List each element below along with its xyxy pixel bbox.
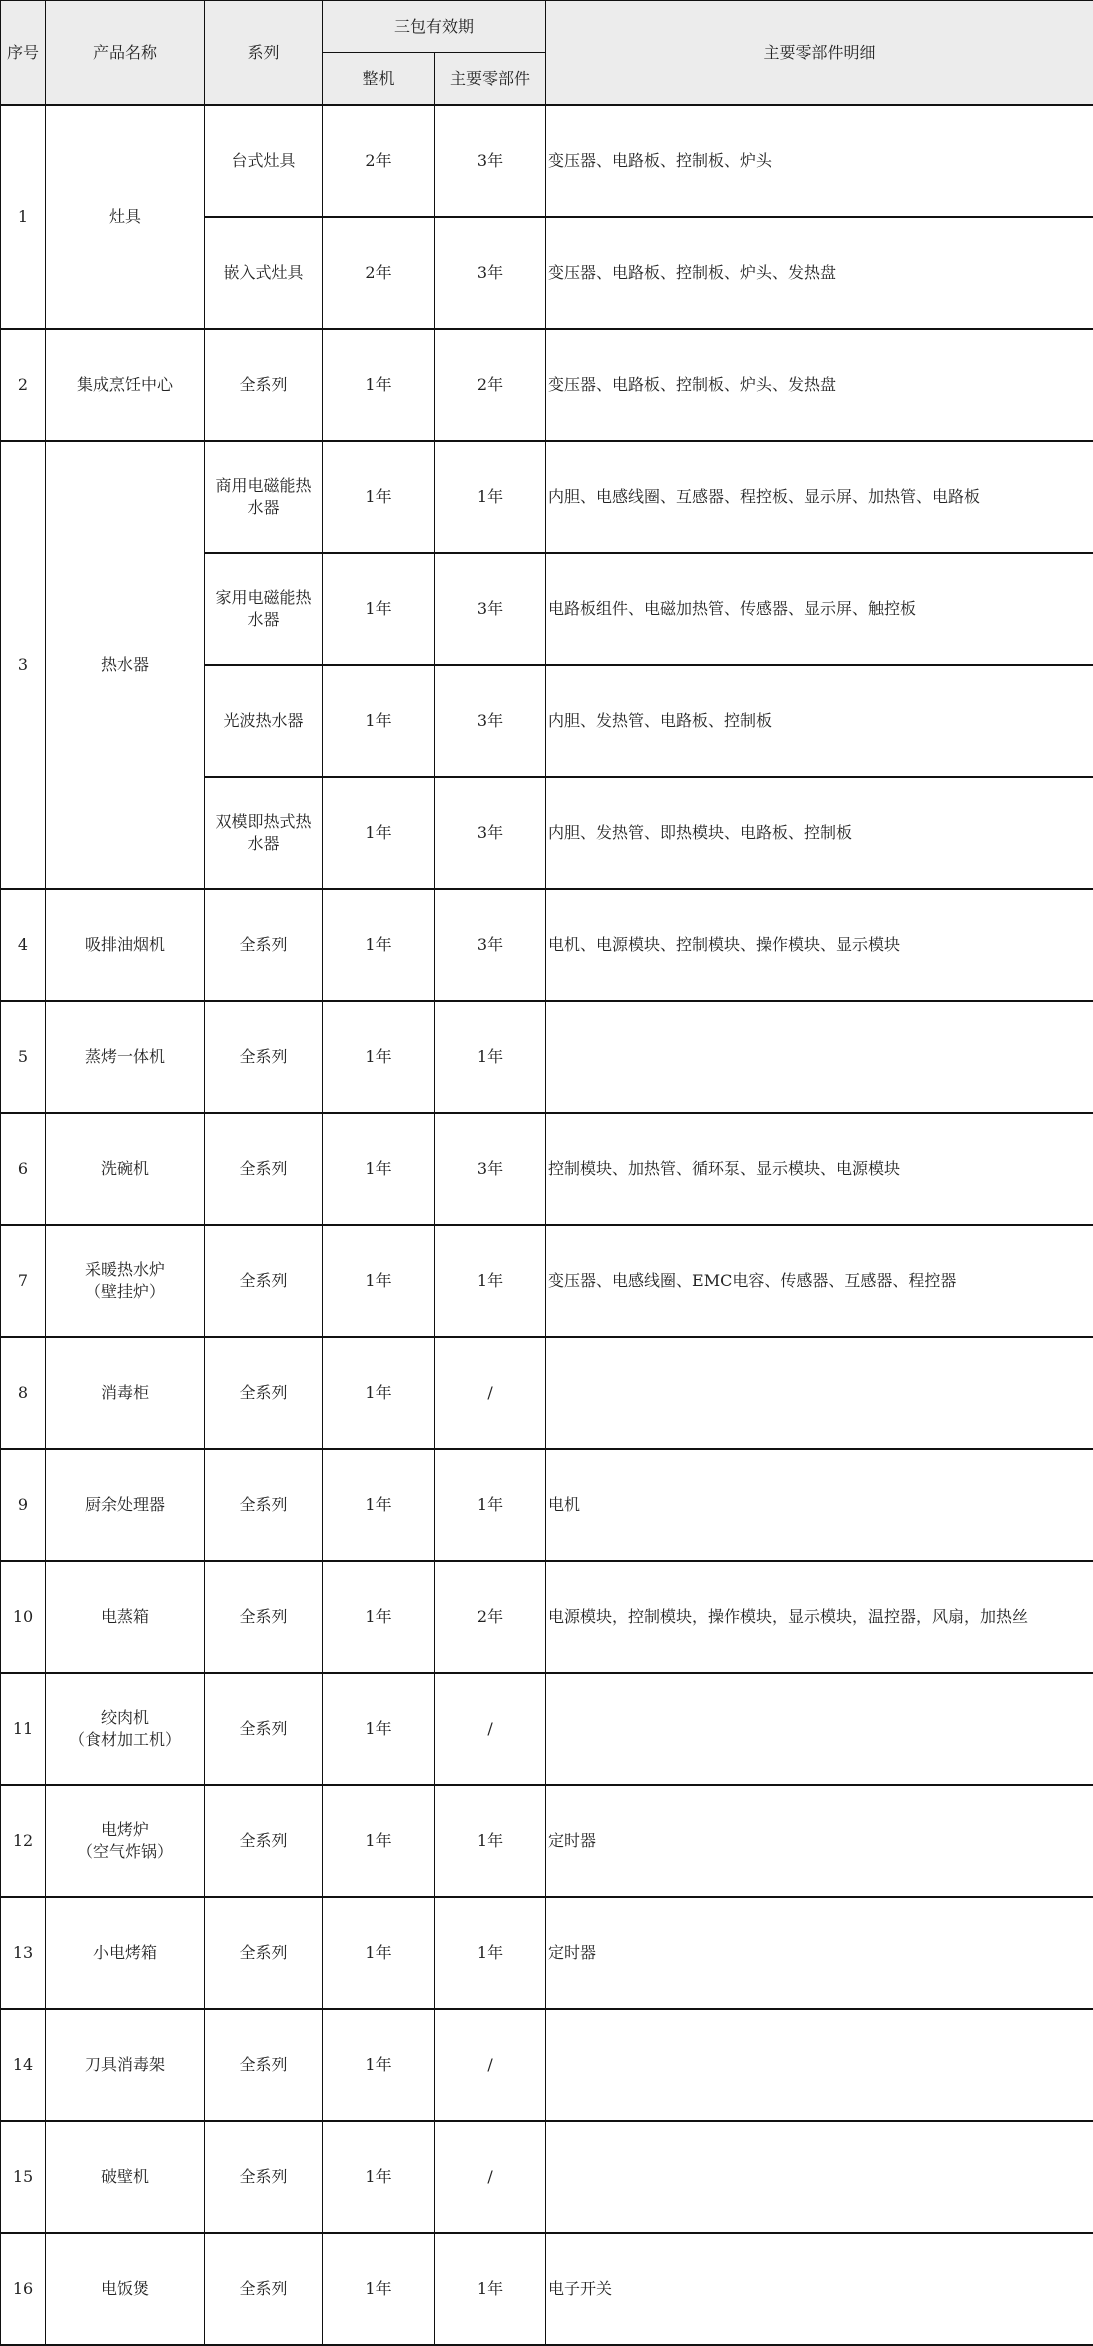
parts-warranty-cell: 1年 <box>435 2233 546 2345</box>
text-line: （壁挂炉） <box>46 1281 204 1303</box>
text-line: （空气炸锅） <box>46 1841 204 1863</box>
text-line: 嵌入式灶具 <box>205 262 322 284</box>
whole-warranty-cell: 1年 <box>323 1561 435 1673</box>
whole-warranty-cell: 1年 <box>323 1225 435 1337</box>
product-name-cell <box>46 441 205 889</box>
text-line: 采暖热水炉 <box>46 1259 204 1281</box>
text-line: 热水器 <box>46 654 204 676</box>
whole-warranty-cell: 1年 <box>323 553 435 665</box>
index-cell: 2 <box>1 329 46 441</box>
text-line: 全系列 <box>205 374 322 396</box>
whole-warranty-cell: 1年 <box>323 1113 435 1225</box>
text-line: 水器 <box>205 833 322 855</box>
parts-detail-cell: 内胆、发热管、电路板、控制板 <box>546 665 1093 777</box>
parts-detail-cell: 变压器、电路板、控制板、炉头 <box>546 105 1093 217</box>
table-row <box>1 1001 1093 1113</box>
text-line: 破壁机 <box>46 2166 204 2188</box>
table-row <box>1 1225 1093 1337</box>
product-name-cell <box>46 1225 205 1337</box>
text-line: 商用电磁能热 <box>205 475 322 497</box>
table-row <box>1 1785 1093 1897</box>
text-line: 灶具 <box>46 206 204 228</box>
whole-warranty-cell: 1年 <box>323 2233 435 2345</box>
index-cell: 12 <box>1 1785 46 1897</box>
text-line: 水器 <box>205 497 322 519</box>
parts-detail-cell: 电机、电源模块、控制模块、操作模块、显示模块 <box>546 889 1093 1001</box>
parts-detail-cell: 变压器、电路板、控制板、炉头、发热盘 <box>546 217 1093 329</box>
parts-detail-cell: 电机 <box>546 1449 1093 1561</box>
text-line: 绞肉机 <box>46 1707 204 1729</box>
parts-warranty-cell: / <box>435 1337 546 1449</box>
parts-warranty-cell: 1年 <box>435 1449 546 1561</box>
text-line: 吸排油烟机 <box>46 934 204 956</box>
index-cell: 3 <box>1 441 46 889</box>
series-cell <box>205 889 323 1001</box>
table-row <box>1 2009 1093 2121</box>
parts-detail-cell: 电路板组件、电磁加热管、传感器、显示屏、触控板 <box>546 553 1093 665</box>
table-row <box>1 105 1093 217</box>
product-name-cell <box>46 1337 205 1449</box>
text-line: 全系列 <box>205 1382 322 1404</box>
whole-warranty-cell: 1年 <box>323 889 435 1001</box>
text-line: 台式灶具 <box>205 150 322 172</box>
series-cell <box>205 1337 323 1449</box>
text-line: 全系列 <box>205 1606 322 1628</box>
table-row <box>1 889 1093 1001</box>
series-cell <box>205 217 323 329</box>
whole-warranty-cell: 1年 <box>323 1897 435 2009</box>
text-line: 电烤炉 <box>46 1819 204 1841</box>
series-cell <box>205 2121 323 2233</box>
index-cell: 7 <box>1 1225 46 1337</box>
text-line: 全系列 <box>205 1158 322 1180</box>
series-cell <box>205 1449 323 1561</box>
parts-warranty-cell: 3年 <box>435 553 546 665</box>
parts-warranty-cell: 3年 <box>435 217 546 329</box>
product-name-cell <box>46 1561 205 1673</box>
series-cell <box>205 1225 323 1337</box>
text-line: 全系列 <box>205 1830 322 1852</box>
table-row <box>1 1449 1093 1561</box>
product-name-cell <box>46 1113 205 1225</box>
index-cell: 10 <box>1 1561 46 1673</box>
index-cell: 1 <box>1 105 46 329</box>
table-row <box>1 2233 1093 2345</box>
product-name-cell <box>46 2233 205 2345</box>
index-cell: 6 <box>1 1113 46 1225</box>
text-line: （食材加工机） <box>46 1729 204 1751</box>
table-row <box>1 1561 1093 1673</box>
series-cell <box>205 441 323 553</box>
table-header <box>1 1 1093 106</box>
series-cell <box>205 1897 323 2009</box>
whole-warranty-cell: 1年 <box>323 1001 435 1113</box>
text-line: 全系列 <box>205 1046 322 1068</box>
index-cell: 15 <box>1 2121 46 2233</box>
parts-warranty-cell: 3年 <box>435 777 546 889</box>
table-row <box>1 2121 1093 2233</box>
parts-detail-cell: 变压器、电路板、控制板、炉头、发热盘 <box>546 329 1093 441</box>
text-line: 刀具消毒架 <box>46 2054 204 2076</box>
text-line: 电饭煲 <box>46 2278 204 2300</box>
table-row <box>1 441 1093 553</box>
text-line: 全系列 <box>205 934 322 956</box>
whole-warranty-cell: 1年 <box>323 2121 435 2233</box>
series-cell <box>205 777 323 889</box>
text-line: 电蒸箱 <box>46 1606 204 1628</box>
text-line: 全系列 <box>205 1270 322 1292</box>
index-cell: 16 <box>1 2233 46 2345</box>
parts-detail-cell: 控制模块、加热管、循环泵、显示模块、电源模块 <box>546 1113 1093 1225</box>
parts-detail-cell: 定时器 <box>546 1785 1093 1897</box>
table-row <box>1 1337 1093 1449</box>
text-line: 全系列 <box>205 1942 322 1964</box>
series-cell <box>205 553 323 665</box>
parts-detail-cell: 电源模块，控制模块，操作模块，显示模块，温控器，风扇，加热丝 <box>546 1561 1093 1673</box>
whole-warranty-cell: 1年 <box>323 1785 435 1897</box>
parts-warranty-cell: 3年 <box>435 1113 546 1225</box>
index-cell: 9 <box>1 1449 46 1561</box>
whole-warranty-cell: 1年 <box>323 329 435 441</box>
index-cell: 8 <box>1 1337 46 1449</box>
whole-warranty-cell: 1年 <box>323 1673 435 1785</box>
text-line: 厨余处理器 <box>46 1494 204 1516</box>
series-cell <box>205 2009 323 2121</box>
parts-detail-cell: 内胆、电感线圈、互感器、程控板、显示屏、加热管、电路板 <box>546 441 1093 553</box>
series-cell <box>205 1561 323 1673</box>
product-name-cell <box>46 1449 205 1561</box>
whole-warranty-cell: 1年 <box>323 777 435 889</box>
parts-warranty-cell: 1年 <box>435 1001 546 1113</box>
parts-warranty-cell: / <box>435 2121 546 2233</box>
header-warranty: 三包有效期 <box>323 1 546 53</box>
header-detail: 主要零部件明细 <box>546 1 1093 106</box>
product-name-cell <box>46 889 205 1001</box>
parts-warranty-cell: 3年 <box>435 665 546 777</box>
product-name-cell <box>46 1785 205 1897</box>
header-parts: 主要零部件 <box>435 53 546 106</box>
parts-detail-cell: 定时器 <box>546 1897 1093 2009</box>
text-line: 家用电磁能热 <box>205 587 322 609</box>
parts-detail-cell <box>546 1337 1093 1449</box>
series-cell <box>205 1113 323 1225</box>
text-line: 消毒柜 <box>46 1382 204 1404</box>
product-name-cell <box>46 2121 205 2233</box>
series-cell <box>205 105 323 217</box>
header-whole: 整机 <box>323 53 435 106</box>
parts-detail-cell <box>546 1673 1093 1785</box>
parts-warranty-cell: 1年 <box>435 441 546 553</box>
parts-detail-cell: 电子开关 <box>546 2233 1093 2345</box>
whole-warranty-cell: 1年 <box>323 1449 435 1561</box>
text-line: 小电烤箱 <box>46 1942 204 1964</box>
whole-warranty-cell: 2年 <box>323 217 435 329</box>
index-cell: 11 <box>1 1673 46 1785</box>
index-cell: 5 <box>1 1001 46 1113</box>
table-row <box>1 1673 1093 1785</box>
series-cell <box>205 2233 323 2345</box>
table-row <box>1 329 1093 441</box>
text-line: 全系列 <box>205 2054 322 2076</box>
parts-warranty-cell: 3年 <box>435 105 546 217</box>
header-series: 系列 <box>205 1 323 106</box>
product-name-cell <box>46 105 205 329</box>
text-line: 光波热水器 <box>205 710 322 732</box>
series-cell <box>205 665 323 777</box>
parts-detail-cell: 变压器、电感线圈、EMC电容、传感器、互感器、程控器 <box>546 1225 1093 1337</box>
whole-warranty-cell: 1年 <box>323 2009 435 2121</box>
product-name-cell <box>46 1673 205 1785</box>
text-line: 全系列 <box>205 1718 322 1740</box>
product-name-cell <box>46 1897 205 2009</box>
index-cell: 4 <box>1 889 46 1001</box>
product-name-cell <box>46 2009 205 2121</box>
parts-detail-cell <box>546 2121 1093 2233</box>
text-line: 全系列 <box>205 1494 322 1516</box>
parts-warranty-cell: 1年 <box>435 1897 546 2009</box>
text-line: 全系列 <box>205 2278 322 2300</box>
series-cell <box>205 1001 323 1113</box>
parts-warranty-cell: 3年 <box>435 889 546 1001</box>
header-product: 产品名称 <box>46 1 205 106</box>
parts-warranty-cell: 1年 <box>435 1785 546 1897</box>
index-cell: 13 <box>1 1897 46 2009</box>
series-cell <box>205 1673 323 1785</box>
parts-warranty-cell: 1年 <box>435 1225 546 1337</box>
series-cell <box>205 1785 323 1897</box>
header-index: 序号 <box>1 1 46 106</box>
parts-detail-cell <box>546 1001 1093 1113</box>
product-name-cell <box>46 1001 205 1113</box>
series-cell <box>205 329 323 441</box>
whole-warranty-cell: 2年 <box>323 105 435 217</box>
text-line: 水器 <box>205 609 322 631</box>
whole-warranty-cell: 1年 <box>323 665 435 777</box>
text-line: 洗碗机 <box>46 1158 204 1180</box>
whole-warranty-cell: 1年 <box>323 441 435 553</box>
whole-warranty-cell: 1年 <box>323 1337 435 1449</box>
table-row <box>1 1897 1093 2009</box>
parts-detail-cell <box>546 2009 1093 2121</box>
text-line: 集成烹饪中心 <box>46 374 204 396</box>
parts-warranty-cell: / <box>435 1673 546 1785</box>
text-line: 蒸烤一体机 <box>46 1046 204 1068</box>
text-line: 双模即热式热 <box>205 811 322 833</box>
text-line: 全系列 <box>205 2166 322 2188</box>
parts-warranty-cell: / <box>435 2009 546 2121</box>
table-row <box>1 1113 1093 1225</box>
table-body <box>1 105 1093 2345</box>
parts-warranty-cell: 2年 <box>435 329 546 441</box>
parts-detail-cell: 内胆、发热管、即热模块、电路板、控制板 <box>546 777 1093 889</box>
product-name-cell <box>46 329 205 441</box>
parts-warranty-cell: 2年 <box>435 1561 546 1673</box>
index-cell: 14 <box>1 2009 46 2121</box>
